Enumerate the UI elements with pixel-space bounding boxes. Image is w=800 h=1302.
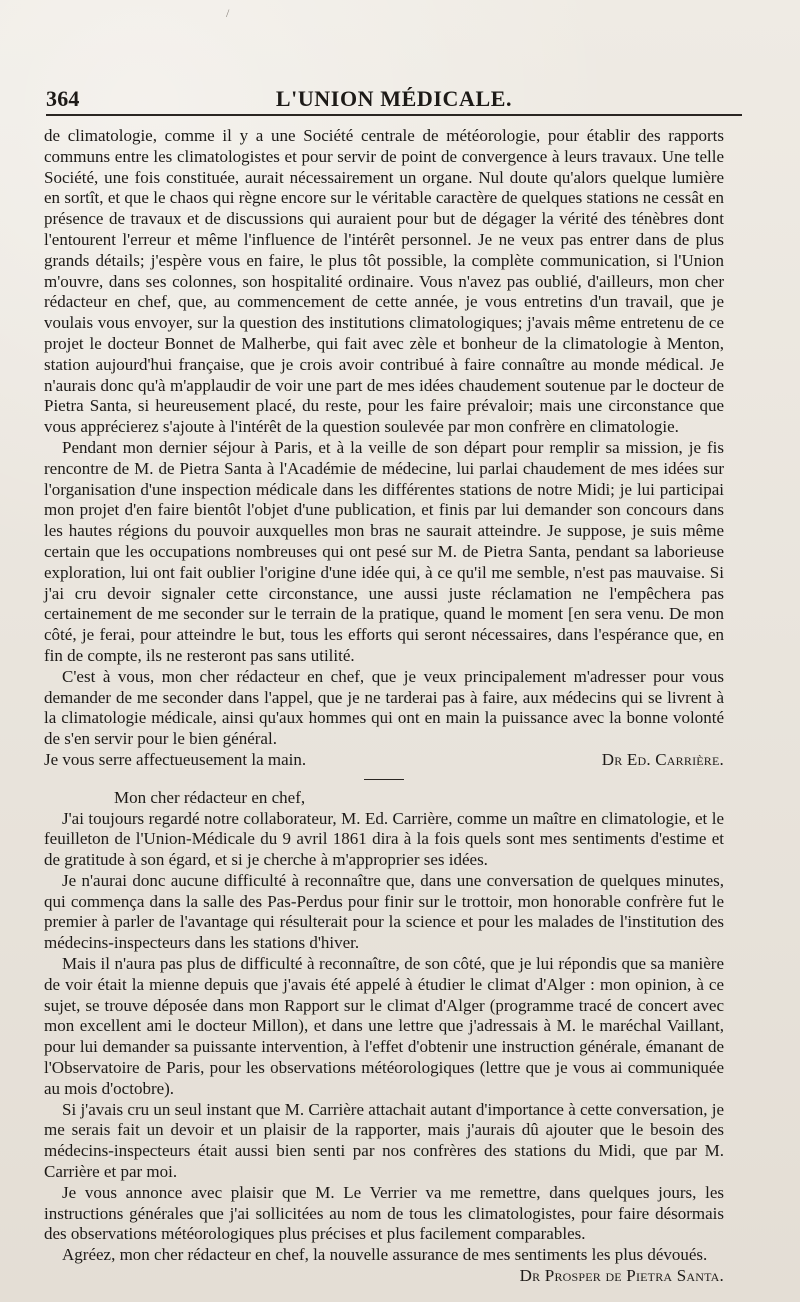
first-letter-body <box>44 126 724 750</box>
paragraph-2: Pendant mon dernier séjour à Paris, et à la veille de son départ pour remplir sa mission, je fis rencontre de M. de Pietra Santa à l'Académie de médecine, lui parlai chaudement de mes idées sur l'organisation d'une inspection médicale dans les différentes stations de notre Midi; je lui participai mon projet d'en faire bientôt l'objet d'une publication, et finis par lui demander son concours dans les hautes régions du pouvoir auxquelles mon bras ne saurait atteindre. Je suppose, je suis même certain que les occupations nombreuses qui ont pesé sur M. de Pietra Santa, pendant sa laborieuse exploration, lui ont fait oublier l'origine d'une idée qui, à ce qu'il me semble, n'est pas mauvaise. Si j'ai cru devoir signaler cette circonstance, une aussi juste réclamation ne l'empêchera pas certainement de me seconder sur le terrain de la pratique, quand le moment [en sera venu. De mon côté, je ferai, pour atteindre le but, tous les efforts qui seront nécessaires, dans l'espérance que, en fin de compte, ils ne resteront pas sans utilité. <box>44 437 724 665</box>
page-header <box>46 84 742 118</box>
second-letter-body <box>44 809 724 1267</box>
reply-paragraph-6: Agréez, mon cher rédacteur en chef, la nouvelle assurance de mes sentiments les plus dévoués. <box>62 1245 708 1265</box>
corner-mark: / <box>226 6 230 20</box>
final-signature: Dr Prosper de Pietra Santa. <box>519 1266 724 1286</box>
first-signature: Dr Ed. Carrière. <box>601 749 724 769</box>
final-signature-line <box>44 1266 724 1287</box>
document-body <box>44 126 724 1287</box>
paragraph-3: C'est à vous, mon cher rédacteur en chef, que je veux principalement m'adresser pour vous demander de me seconder dans l'appel, que je ne tarderai pas à faire, aux médecins qui se livrent à la climatologie médicale, ainsi qu'aux hommes qui ont en main la puissance avec la bonne volonté de s'en servir pour le bien général. <box>44 666 724 749</box>
reply-paragraph-1: J'ai toujours regardé notre collaborateur, M. Ed. Carrière, comme un maître en climatologie, et le feuilleton de l'Union-Médicale du 9 avril 1861 dira à la fois quels sont mes sentiments d'estime et de gratitude à son égard, et si je cherche à m'approprier ses idées. <box>44 808 724 870</box>
salutation: Mon cher rédacteur en chef, <box>114 787 306 807</box>
reply-paragraph-5: Je vous annonce avec plaisir que M. Le Verrier va me remettre, dans quelques jours, les instructions générales que j'ai sollicitées au nom de tous les climatologistes, pour faire désormais des observations météorologiques plus précises et plus facilement comparables. <box>44 1182 724 1244</box>
page-number: 364 <box>46 86 80 111</box>
reply-paragraph-2: Je n'aurai donc aucune difficulté à reconnaître que, dans une conversation de quelques minutes, qui commença dans la salle des Pas-Perdus pour finir sur le trottoir, mon honorable confrère fut le premier à parler de l'avantage qui résulterait pour la science et pour les malades de l'institution des médecins-inspecteurs dans les stations d'hiver. <box>44 870 724 953</box>
reply-paragraph-3: Mais il n'aura pas plus de difficulté à reconnaître, de son côté, que je lui répondis que sa manière de voir était la mienne depuis que j'avais été appelé à étudier le climat d'Alger : mon opinion, à ce sujet, se trouve déposée dans mon Rapport sur le climat d'Alger (programme tracé de concert avec mon excellent ami le docteur Millon), et dans une lettre que j'adressais à M. le maréchal Vaillant, pour lui demander sa puissante intervention, à l'effet d'obtenir une instruction générale, émanant de l'Observatoire de Paris, pour les observations météorologiques (lettre que je vous ai communiquée au mois d'octobre). <box>44 954 724 1098</box>
closing-text: Je vous serre affectueusement la main. <box>44 749 307 769</box>
header-rule <box>46 114 742 116</box>
first-closing-line <box>44 750 724 771</box>
reply-paragraph-4: Si j'avais cru un seul instant que M. Carrière attachait autant d'importance à cette conversation, je me serais fait un devoir et un plaisir de la rapporter, mais j'aurais dû ajouter que le besoin des médecins-inspecteurs était aussi bien senti par nos confrères des stations du Midi, que par M. Carrière et par moi. <box>44 1099 724 1182</box>
paragraph-1: de climatologie, comme il y a une Société centrale de météorologie, pour établir des rapports communs entre les climatologistes et pour servir de point de convergence à leurs travaux. Une telle Société, une fois constituée, aurait nécessairement un organe. Nul doute qu'alors quelque lumière en sortît, et que le chaos qui règne encore sur le véritable caractère de quelques stations ne cessât en présence de travaux et de discussions qui auraient pour but de dégager la vérité des ténèbres dont l'entourent l'erreur et même l'influence de l'intérêt personnel. Je ne veux pas entrer dans de plus grands détails; j'espère vous en faire, le plus tôt possible, la complète communication, si l'Union m'ouvre, dans ses colonnes, son hospitalité ordinaire. Vous n'avez pas oublié, d'ailleurs, mon cher rédacteur en chef, que, au commencement de cette année, je vous entretins d'un travail, que je voulais vous envoyer, sur la question des institutions climatologiques; j'avais même entretenu de ce projet le docteur Bonnet de Malherbe, qui fait avec zèle et bonheur de la climatologie à Menton, station aujourd'hui française, que je crois avoir contribué à faire connaître au monde médical. Je n'aurais donc qu'à m'applaudir de voir une part de mes idées chaudement soutenue par le docteur de Pietra Santa, si heureusement placé, du reste, pour les faire prévaloir; mais une circonstance que vous apprécierez s'ajoute à l'intérêt de la question soulevée par mon confrère en climatologie. <box>44 126 724 437</box>
page-title: L'UNION MÉDICALE. <box>275 86 513 111</box>
section-divider <box>364 779 404 780</box>
